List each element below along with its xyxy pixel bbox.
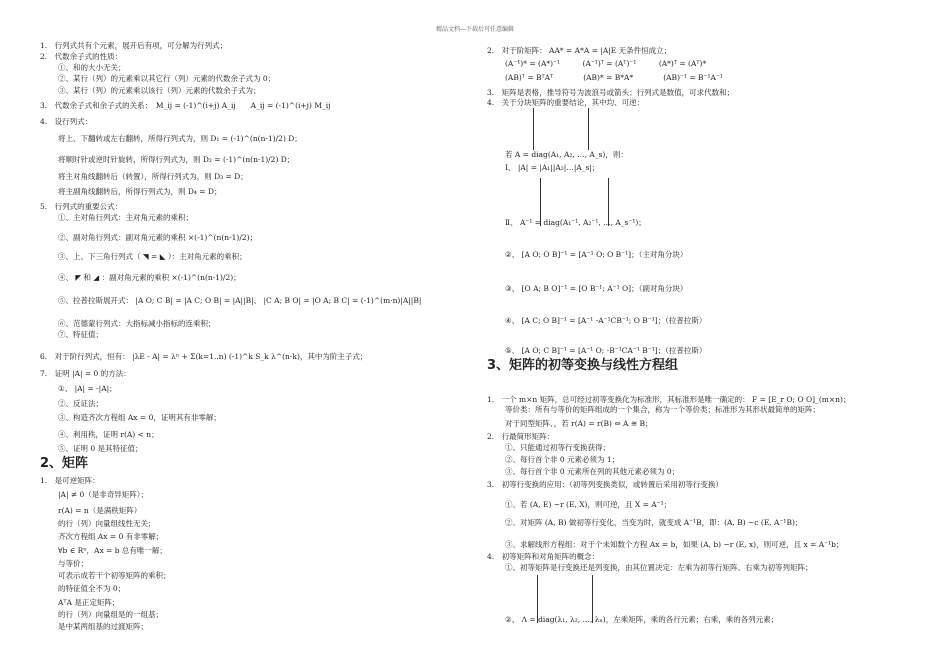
right-line: ②、对矩阵 (A, B) 做初等行变化，当变为时，就变成 A⁻¹B，即：(A, B) ~c (E, A⁻¹B)； [505, 518, 803, 527]
right-line: ②、 Λ = diag(λ₁, λ₂, …, λₙ)，左乘矩阵，乘的各行元素；右乘，乘的各列元素； [505, 615, 779, 624]
left-line: ②、某行（列）的元素乘以其它行（列）元素的代数余子式为 0； [58, 74, 276, 83]
right-line: 3. 矩阵是表格，推导符号为波浪号或箭头；行列式是数值，可求代数和； [487, 88, 735, 97]
left-line: ③、构造齐次方程组 Ax = 0，证明其有非零解； [58, 413, 221, 422]
left-line: 2. 代数余子式的性质： [40, 52, 123, 61]
left-line: ③、某行（列）的元素乘以该行（列）元素的代数余子式为； [58, 86, 261, 95]
left-line: 7. 证明 |A| = 0 的方法： [40, 369, 131, 378]
right-line: ④、 [A C; O B]⁻¹ = [A⁻¹ -A⁻¹CB⁻¹; O B⁻¹]；（拉普拉斯） [505, 316, 707, 325]
right-line: ⑤、 [A O; C B]⁻¹ = [A⁻¹ O; -B⁻¹CA⁻¹ B⁻¹]；（拉普拉斯） [505, 346, 707, 355]
left-line: ②、反证法； [58, 399, 103, 408]
left-line: 与等价； [58, 559, 88, 568]
left-line: 3. 代数余子式和余子式的关系： M_ij = (-1)^(i+j) A_ij A_ij = (-1)^(i+j) M_ij [40, 101, 331, 110]
right-line: 对于同型矩阵、，若 r(A) = r(B) ⇔ A ≅ B； [505, 419, 653, 428]
left-line: ⑤、拉普拉斯展开式： |A O; C B| = |A C; O B| = |A||B|、 |C A; B O| = |O A; B C| = (-1)^(m·n)|A||B| [58, 296, 422, 305]
left-line: ⑦、特征值； [58, 330, 103, 339]
right-line: 2. 对于阶矩阵： AA* = A*A = |A|E 无条件恒成立； [487, 46, 672, 55]
right-line: Ⅰ、 |A| = |A₁||A₂|…|A_s|； [505, 163, 600, 172]
right-line: 4. 初等矩阵和对角矩阵的概念： [487, 552, 600, 561]
right-line: 1. 一个 m×n 矩阵，总可经过初等变换化为标准形，其标准形是唯一确定的： F = [E_r O; O O]_(m×n)； [487, 395, 851, 404]
left-line: 的行（列）向量组线性无关； [58, 519, 156, 528]
left-line: 的行（列）向量组是的一组基； [58, 610, 163, 619]
right-line: (AB)ᵀ = BᵀAᵀ (AB)* = B*A* (AB)⁻¹ = B⁻¹A⁻¹ [505, 73, 723, 82]
right-line: 若 A = diag(A₁, A₂, …, A_s)，则： [505, 150, 628, 159]
right-line: ②、 [A O; O B]⁻¹ = [A⁻¹ O; O B⁻¹]；（主对角分块） [505, 250, 688, 259]
left-line: ④、 ◤ 和 ◢ ：副对角元素的乘积 ×(-1)^(n(n-1)/2)； [58, 273, 241, 282]
right-line: 3. 初等行变换的应用：（初等列变换类似，或转置后采用初等行变换） [487, 480, 723, 489]
right-line: ②、每行首个非 0 元素必须为 1； [505, 455, 620, 464]
right-line: 等价类：所有与等价的矩阵组成的一个集合，称为一个等价类；标准形为其形状最简单的矩阵； [505, 405, 820, 414]
left-line: ⑤、证明 0 是其特征值； [58, 444, 143, 453]
left-line: 是中某两组基的过渡矩阵； [58, 622, 148, 631]
left-line: 4. 设行列式： [40, 117, 93, 126]
left-line: 可表示成若干个初等矩阵的乘积； [58, 571, 171, 580]
left-line: 将顺时针或逆时针旋转，所得行列式为，则 D₂ = (-1)^(n(n-1)/2) D； [58, 155, 295, 164]
left-line: 1. 是可逆矩阵： [40, 476, 100, 485]
right-line: ③、每行首个非 0 元素所在列的其他元素必须为 0； [505, 467, 680, 476]
left-line: 5. 行列式的重要公式： [40, 202, 123, 211]
right-line: ①、只能通过初等行变换获得； [505, 443, 610, 452]
right-line: ①、若 (A, E) ~r (E, X)，则可逆，且 X = A⁻¹； [505, 500, 672, 509]
right-line: 4. 关于分块矩阵的重要结论，其中均、可逆： [487, 98, 645, 107]
left-line: |A| ≠ 0（是非奇异矩阵）； [58, 490, 149, 499]
left-line: ①、 |A| = -|A|； [58, 384, 117, 393]
left-line: ②、副对角行列式：副对角元素的乘积 ×(-1)^(n(n-1)/2)； [58, 233, 258, 242]
left-line: 将主副角线翻转后，所得行列式为，则 D₄ = D； [58, 187, 222, 196]
right-line: ①、初等矩阵是行变换还是列变换，由其位置决定：左乘为初等行矩阵、右乘为初等列矩阵； [505, 563, 813, 572]
section-title: 3、矩阵的初等变换与线性方程组 [487, 358, 679, 373]
right-line: 2. 行最简形矩阵： [487, 432, 555, 441]
page-header: 精品文档---下载后可任意编辑 [435, 26, 515, 33]
left-line: 的特征值全不为 0； [58, 584, 126, 593]
left-line: 1. 行列式共有个元素，展开后有项，可分解为行列式； [40, 41, 228, 50]
left-line: ∀b ∈ Rⁿ，Ax = b 总有唯一解； [58, 546, 167, 555]
right-line: ③、求解线形方程组：对于个未知数个方程 Ax = b，如果 (A, b) ~r (E, x)，则可逆，且 x = A⁻¹b； [505, 540, 844, 549]
left-line: r(A) = n（是满秩矩阵） [58, 506, 142, 515]
left-line: 齐次方程组 Ax = 0 有非零解； [58, 532, 164, 541]
left-line: ⑥、范德蒙行列式：大指标减小指标的连乘积； [58, 319, 216, 328]
left-line: 将上、下翻转或左右翻转，所得行列式为，则 D₁ = (-1)^(n(n-1)/2) D； [58, 134, 302, 143]
left-line: ①、主对角行列式：主对角元素的乘积； [58, 213, 193, 222]
right-line: ③、 [O A; B O]⁻¹ = [O B⁻¹; A⁻¹ O]；（副对角分块） [505, 284, 688, 293]
left-line: ③、上、下三角行列式（ ◥ = ◣ ）：主对角元素的乘积； [58, 252, 247, 261]
left-line: AᵀA 是正定矩阵； [58, 598, 120, 607]
right-line: Ⅱ、 A⁻¹ = diag(A₁⁻¹, A₂⁻¹, …, A_s⁻¹)； [505, 218, 646, 227]
left-line: 将主对角线翻转后（转置），所得行列式为，则 D₃ = D； [58, 172, 248, 181]
left-line: ④、利用秩，证明 r(A) < n； [58, 430, 159, 439]
left-line: 6. 对于阶行列式，恒有： |λE - A| = λⁿ + Σ(k=1..n) (-1)^k S_k λ^(n-k)，其中为阶主子式； [40, 352, 368, 361]
left-line: ①、和的大小无关； [58, 63, 126, 72]
matrix-bracket-left [533, 108, 534, 150]
right-line: (A⁻¹)* = (A*)⁻¹ (A⁻¹)ᵀ = (Aᵀ)⁻¹ (A*)ᵀ = (Aᵀ)* [505, 59, 707, 68]
section-title: 2、矩阵 [40, 456, 89, 471]
matrix-bracket-right [588, 108, 589, 150]
